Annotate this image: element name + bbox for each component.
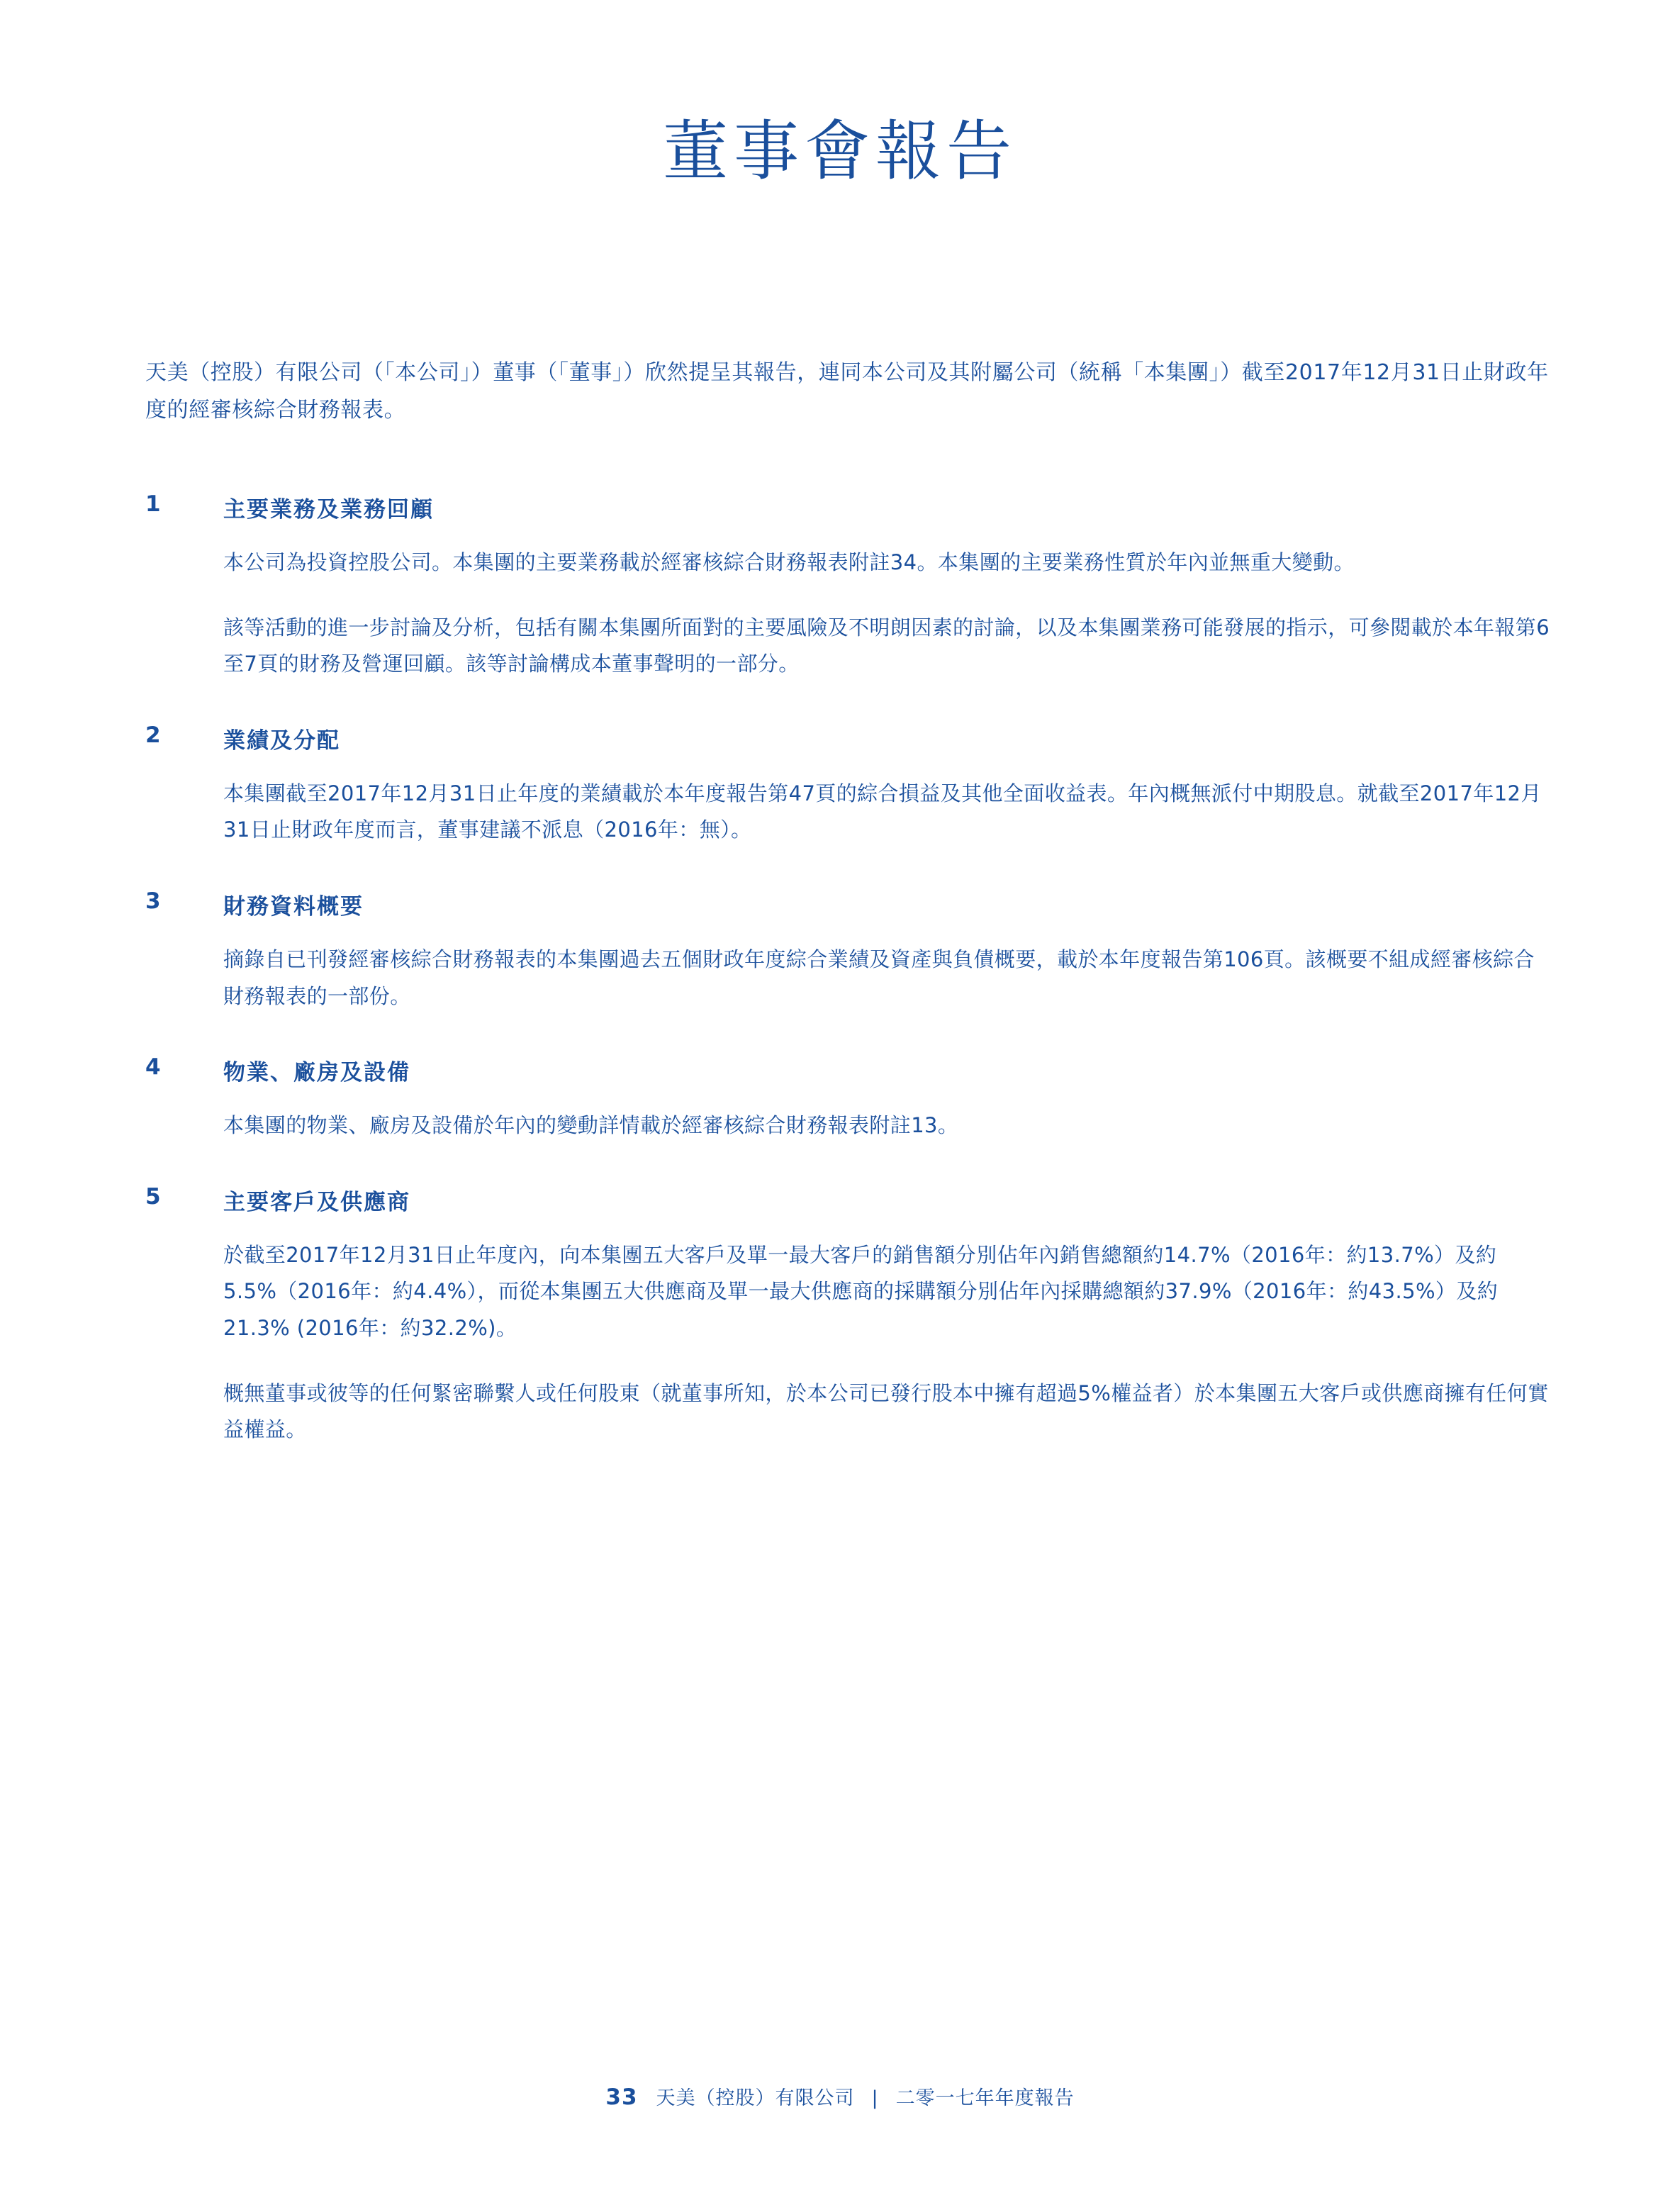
section-4-number: 4 (145, 1054, 161, 1081)
footer-separator: | (871, 2087, 879, 2109)
section-2-title: 業績及分配 (223, 727, 340, 754)
section-1-title: 主要業務及業務回顧 (223, 497, 434, 523)
section-4-body (223, 1107, 1552, 1144)
section-2-number: 2 (145, 722, 161, 748)
footer-page-number: 33 (605, 2084, 638, 2110)
section-4 (145, 1054, 1552, 1144)
section-1-paragraph-2: 該等活動的進一步討論及分析，包括有關本集團所面對的主要風險及不明朗因素的討論，以及本集團業務可能發展的指示，可參閱載於本年報第6至7頁的財務及營運回顧。該等討論構成本董事聲明的一部分。 (223, 615, 1550, 676)
section-1-heading (145, 491, 1552, 523)
section-2-paragraph-1: 本集團截至2017年12月31日止年度的業績載於本年度報告第47頁的綜合損益及其他全面收益表。年內概無派付中期股息。就截至2017年12月31日止財政年度而言，董事建議不派息（2016年：無）。 (223, 781, 1542, 842)
section-2-heading (145, 722, 1552, 754)
page-footer (0, 2082, 1680, 2110)
section-3-number: 3 (145, 888, 161, 915)
section-2-body (223, 776, 1552, 849)
document-content (145, 333, 1552, 1488)
section-5-paragraph-2: 概無董事或彼等的任何緊密聯繫人或任何股東（就董事所知，於本公司已發行股本中擁有超過5%權益者）於本集團五大客戶或供應商擁有任何實益權益。 (223, 1380, 1549, 1442)
section-5-body (223, 1237, 1552, 1449)
section-5-heading (145, 1184, 1552, 1216)
section-1-body (223, 545, 1552, 683)
section-1 (145, 491, 1552, 683)
section-4-paragraph-1: 本集團的物業、廠房及設備於年內的變動詳情載於經審核綜合財務報表附註13。 (223, 1113, 959, 1138)
intro-paragraph: 天美（控股）有限公司（「本公司」）董事（「董事」）欣然提呈其報告，連同本公司及其附屬公司（統稱「本集團」）截至2017年12月31日止財政年度的經審核綜合財務報表。 (145, 360, 1549, 423)
section-1-paragraph-1: 本公司為投資控股公司。本集團的主要業務載於經審核綜合財務報表附註34。本集團的主要業務性質於年內並無重大變動。 (223, 550, 1355, 574)
section-5-title: 主要客戶及供應商 (223, 1189, 410, 1215)
page-title: 董事會報告 (662, 113, 1017, 189)
section-2 (145, 722, 1552, 849)
section-3-paragraph-1: 摘錄自已刊發經審核綜合財務報表的本集團過去五個財政年度綜合業績及資產與負債概要，載於本年度報告第106頁。該概要不組成經審核綜合財務報表的一部份。 (223, 947, 1535, 1008)
section-3 (145, 888, 1552, 1015)
section-5-number: 5 (145, 1183, 161, 1210)
section-3-body (223, 942, 1552, 1015)
section-4-heading (145, 1054, 1552, 1086)
section-5-paragraph-1: 於截至2017年12月31日止年度內，向本集團五大客戶及單一最大客戶的銷售額分別佔年內銷售總額約14.7%（2016年：約13.7%）及約5.5%（2016年：約4.4%），而從本集團五大供應商及單一最大供應商的採購額分別佔年內採購總額約37.9%（2016年：約43.5%）及約21.3% (2016年：約32.2%)。 (223, 1242, 1499, 1341)
footer-report: 二零一七年年度報告 (895, 2087, 1075, 2109)
section-3-heading (145, 888, 1552, 920)
section-5 (145, 1184, 1552, 1449)
section-1-number: 1 (145, 491, 161, 517)
section-4-title: 物業、廠房及設備 (223, 1060, 410, 1086)
section-3-title: 財務資料概要 (223, 894, 364, 920)
footer-company: 天美（控股）有限公司 (656, 2087, 855, 2109)
